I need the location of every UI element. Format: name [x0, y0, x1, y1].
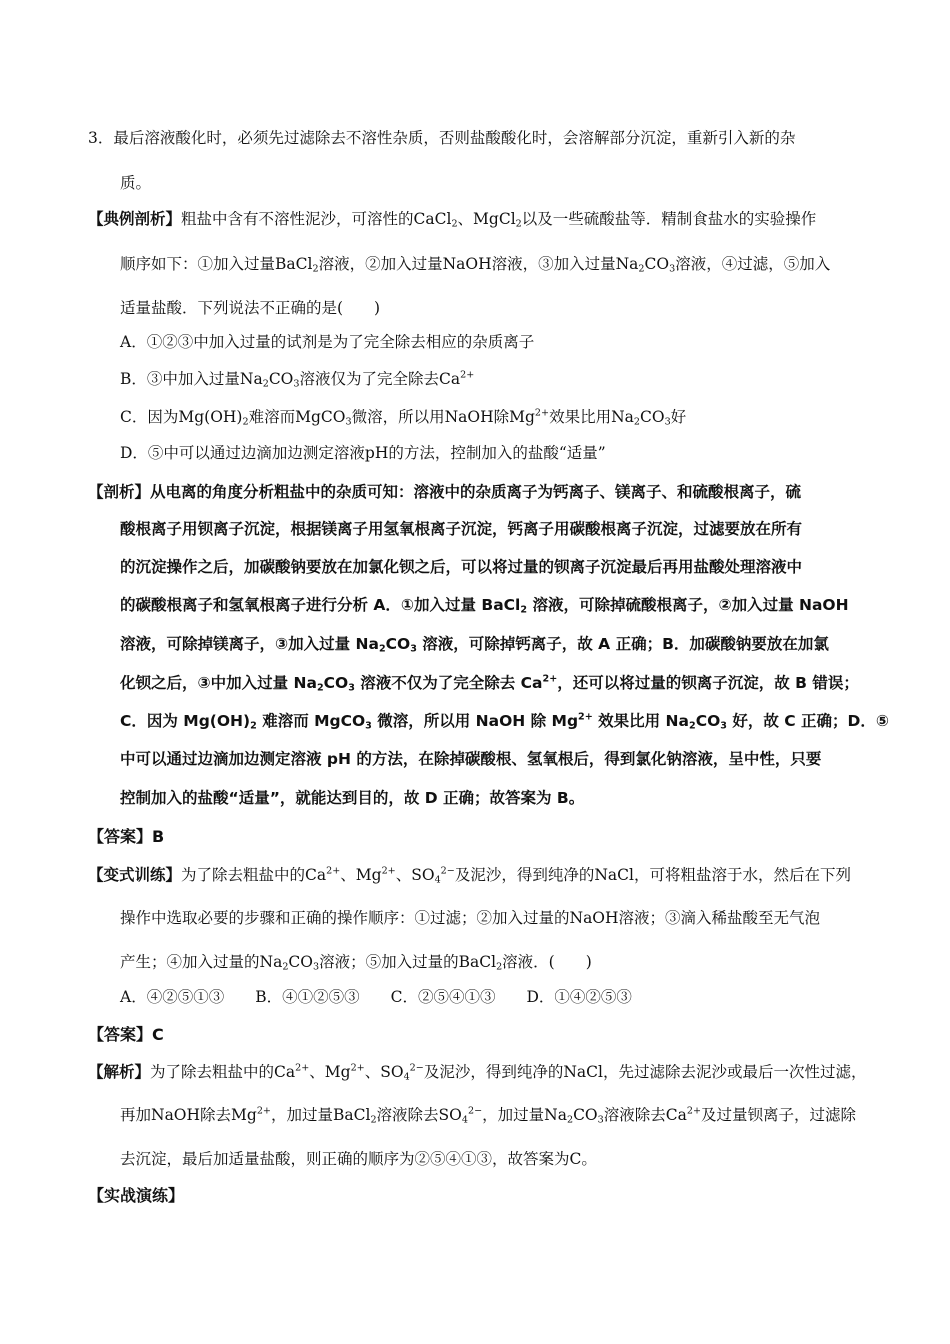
variant-line-3: 产生；④加入过量的$Na_2CO_3$溶液；⑤加入过量的BaCl$_2$溶液．( ): [120, 953, 592, 973]
analysis-1-line-8: 中可以通过边滴加边测定溶液 pH 的方法，在除掉碳酸根、氢氧根后，得到氯化钠溶液，呈中性，只要: [120, 750, 822, 768]
option-d: D．⑤中可以通过边滴加边测定溶液pH的方法，控制加入的盐酸“适量”: [120, 444, 606, 462]
option-b: B．③中加入过量$Na_2CO_3$溶液仅为了完全除去$Ca^{2+}$: [120, 369, 475, 390]
answer-value: C: [152, 1025, 164, 1044]
variant-options: A．④②⑤①③ B．④①②⑤③ C．②⑤④①③ D．①④②⑤③: [120, 988, 632, 1006]
analysis-2-line-3: 去沉淀，最后加适量盐酸，则正确的顺序为②⑤④①③，故答案为C。: [120, 1150, 597, 1168]
variant-line-2: 操作中选取必要的步骤和正确的操作顺序：①过滤；②加入过量的NaOH溶液；③滴入稀盐酸至无气泡: [120, 909, 821, 927]
analysis-1-line-3: 的沉淀操作之后，加碳酸钠要放在加氯化钡之后，可以将过量的钡离子沉淀最后再用盐酸处理溶液中: [120, 558, 803, 576]
analysis-2-tag: 【解析】: [88, 1062, 151, 1081]
analysis-2-line-1: 【解析】为了除去粗盐中的$Ca^{2+}$、$Mg^{2+}$、$SO_4^{2-}$及泥沙，得到纯净的NaCl，先过滤除去泥沙或最后一次性过滤，: [88, 1062, 867, 1083]
practice-heading: 【实战演练】: [88, 1186, 185, 1205]
analysis-1-line-1: 【剖析】从电离的角度分析粗盐中的杂质可知：溶液中的杂质离子为钙离子、镁离子、和硫酸根离子，硫: [88, 483, 802, 501]
answer-1: [88, 826, 164, 848]
note-3-line-1: 3．最后溶液酸化时，必须先过滤除去不溶性杂质，否则盐酸酸化时，会溶解部分沉淀，重新引入新的杂: [88, 129, 796, 147]
analysis-1-line-5: 溶液，可除掉镁离子，③加入过量 $Na_2CO_3$ 溶液，可除掉钙离子，故 A 正确；B．加碳酸钠要放在加氯: [120, 635, 829, 655]
answer-tag: 【答案】: [88, 1025, 153, 1044]
example-line-3: 适量盐酸．下列说法不正确的是( ): [120, 299, 381, 317]
analysis-1-line-6: 化钡之后，③中加入过量 $Na_2CO_3$ 溶液不仅为了完全除去 $Ca^{2+}$，还可以将过量的钡离子沉淀，故 B 错误；: [120, 673, 859, 694]
analysis-1-line-2: 酸根离子用钡离子沉淀，根据镁离子用氢氧根离子沉淀，钙离子用碳酸根离子沉淀，过滤要放在所有: [120, 520, 803, 538]
variant-tag: 【变式训练】: [88, 865, 182, 884]
example-tag: 【典例剖析】: [88, 209, 182, 228]
option-a: A．①②③中加入过量的试剂是为了完全除去相应的杂质离子: [120, 333, 535, 351]
answer-2: [88, 1024, 164, 1046]
analysis-1-line-9: 控制加入的盐酸“适量”，就能达到目的，故 D 正确；故答案为 B。: [120, 789, 585, 807]
analysis-tag: 【剖析】: [88, 483, 151, 501]
analysis-1-line-4: 的碳酸根离子和氢氧根离子进行分析 A．①加入过量 BaCl$_2$ 溶液，可除掉硫酸根离子，②加入过量 NaOH: [120, 596, 849, 616]
note-3-line-2: 质。: [120, 174, 152, 192]
answer-value: B: [152, 827, 165, 846]
example-line-2: 顺序如下：①加入过量BaCl$_2$溶液，②加入过量NaOH溶液，③加入过量$Na_2CO_3$溶液，④过滤，⑤加入: [120, 255, 831, 275]
answer-tag: 【答案】: [88, 827, 153, 846]
analysis-1-line-7: C．因为 $Mg(OH)_2$ 难溶而 MgCO$_3$ 微溶，所以用 NaOH 除 $Mg^{2+}$ 效果比用 $Na_2CO_3$ 好，故 C 正确；D．⑤: [120, 711, 889, 732]
example-line-1: 【典例剖析】粗盐中含有不溶性泥沙，可溶性的CaCl$_2$、MgCl$_2$以及一些硫酸盐等．精制食盐水的实验操作: [88, 209, 817, 230]
variant-line-1: 【变式训练】为了除去粗盐中的$Ca^{2+}$、$Mg^{2+}$、$SO_4^{2-}$及泥沙，得到纯净的NaCl，可将粗盐溶于水，然后在下列: [88, 865, 851, 886]
option-c: C．因为$Mg(OH)_2$难溶而MgCO$_3$微溶，所以用NaOH除$Mg^{2+}$效果比用$Na_2CO_3$好: [120, 407, 687, 428]
analysis-2-line-2: 再加NaOH除去$Mg^{2+}$，加过量BaCl$_2$溶液除去$SO_4^{2-}$，加过量$Na_2CO_3$溶液除去$Ca^{2+}$及过量钡离子，过滤除: [120, 1105, 857, 1126]
